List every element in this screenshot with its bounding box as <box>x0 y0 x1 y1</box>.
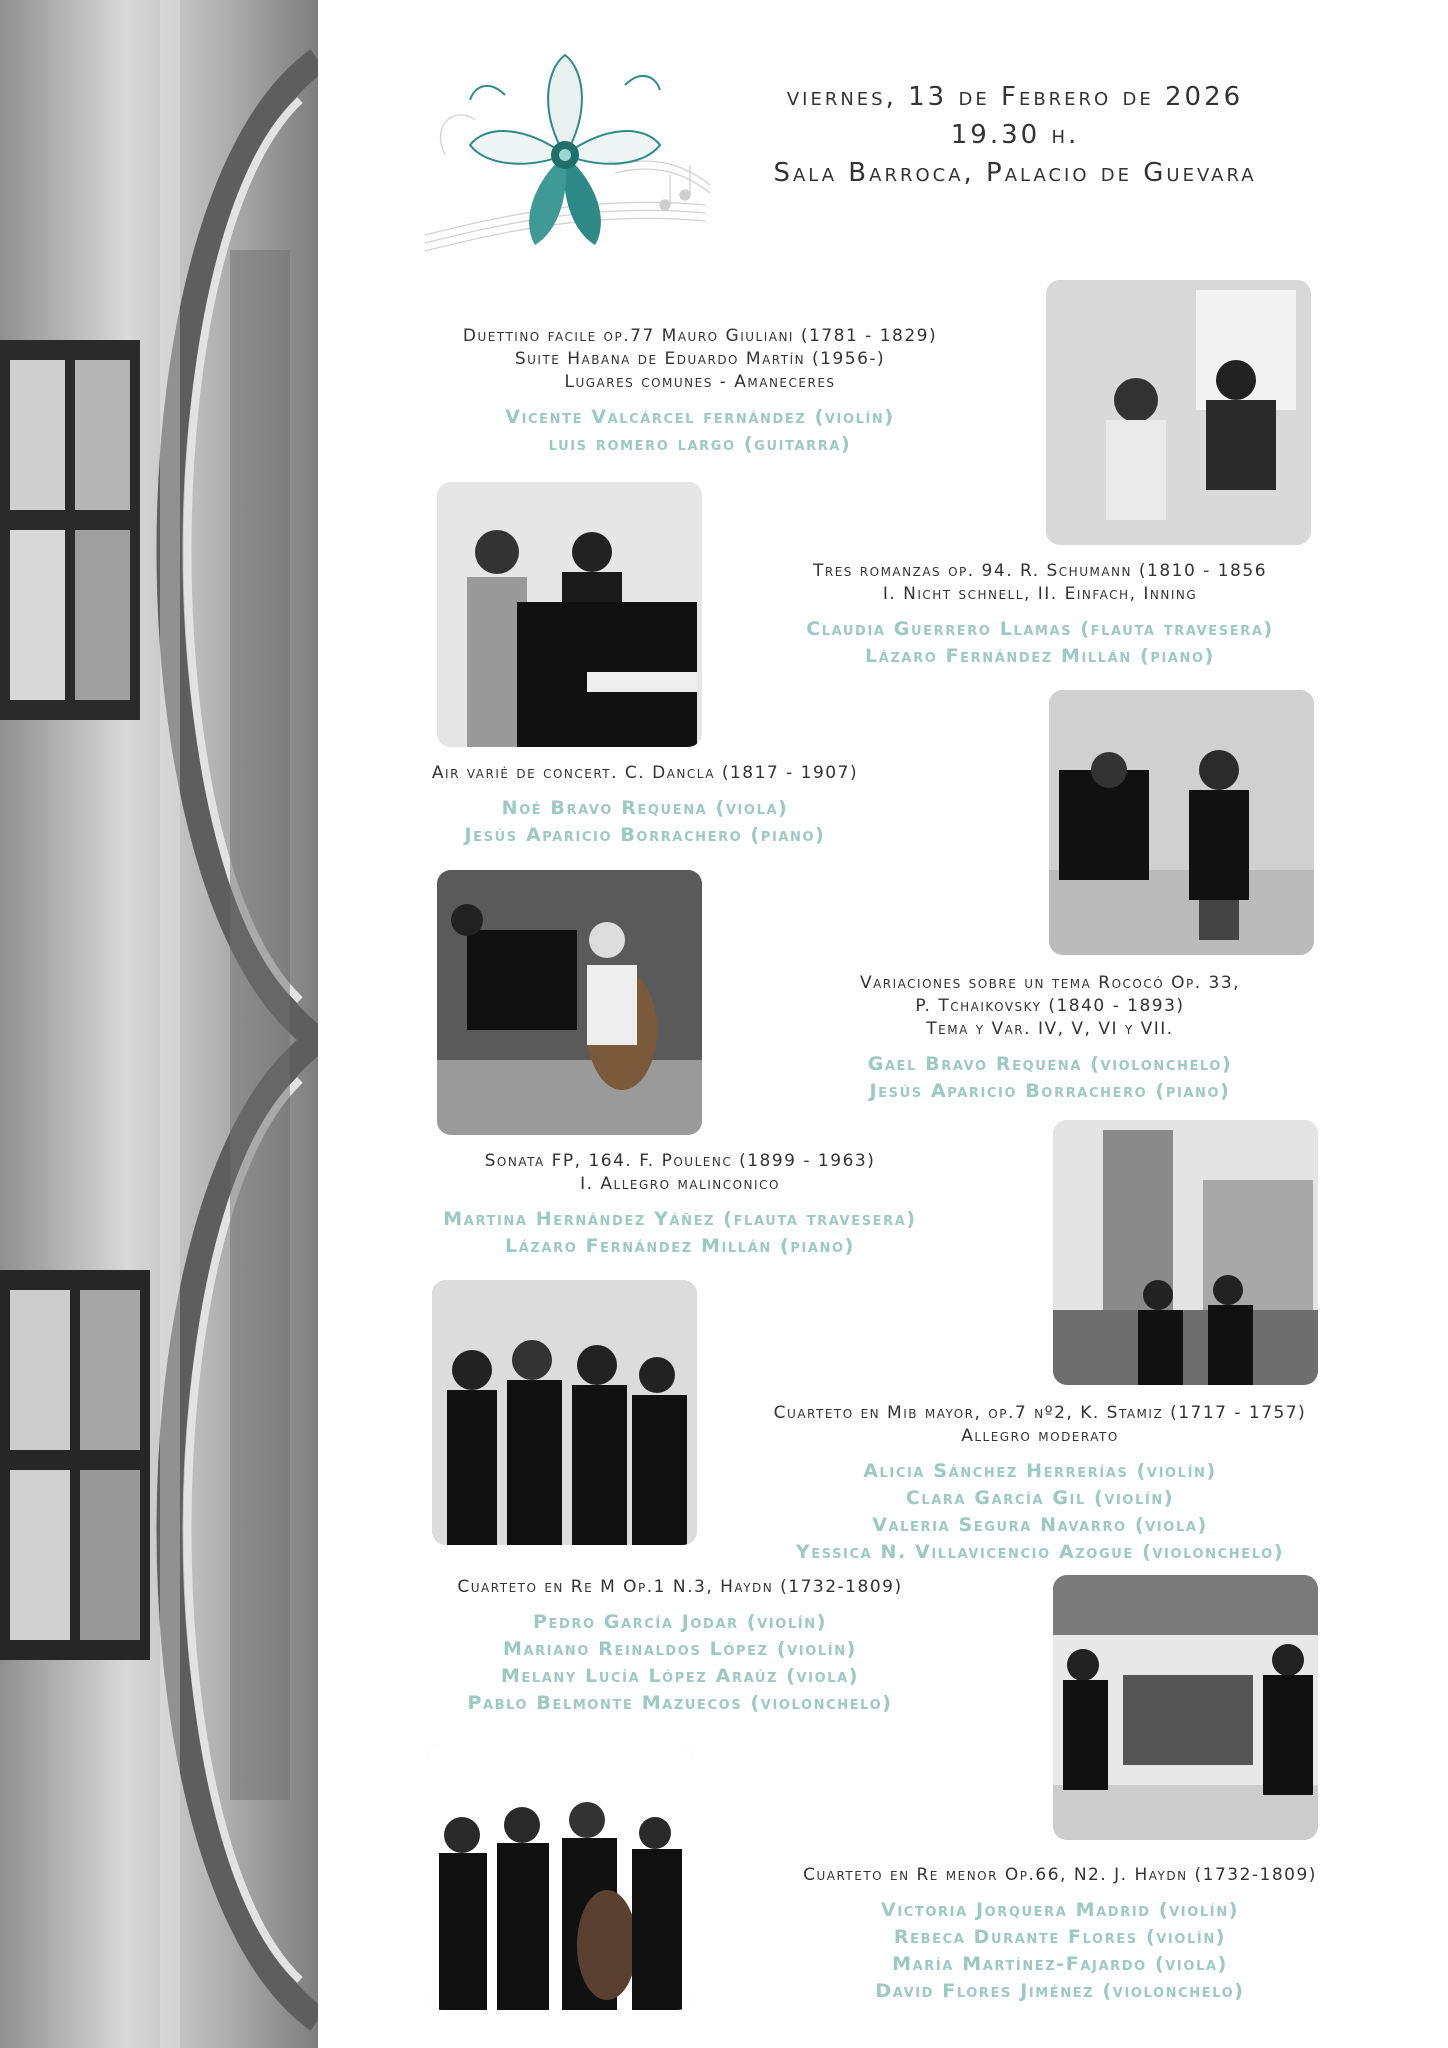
performer-photo-4 <box>437 870 702 1135</box>
performer-name: Yessica N. Villavicencio Azogue (violonchelo) <box>795 1541 1285 1563</box>
work-line: P. Tchaikovsky (1840 - 1893) <box>915 996 1185 1016</box>
performer-name: Mariano Reinaldos López (violín) <box>503 1638 857 1660</box>
event-time: 19.30 h. <box>950 120 1080 150</box>
work-line: Variaciones sobre un tema Rococó Op. 33, <box>859 973 1241 993</box>
performer-name: Valeria Segura Navarro (viola) <box>872 1514 1208 1536</box>
performer-name: luis romero largo (guitarra) <box>548 433 852 455</box>
performer-photo-7 <box>1053 1575 1318 1840</box>
performer-photo-8 <box>427 1745 692 2010</box>
program-item-2 <box>735 560 1345 670</box>
performer-name: David Flores Jiménez (violonchelo) <box>875 1980 1245 2002</box>
work-line: I. Nicht schnell, II. Einfach, Inning <box>882 584 1198 604</box>
program-item-3 <box>360 762 930 849</box>
performer-name: Melany Lucía López Araúz (viola) <box>500 1665 860 1687</box>
performer-photo-1 <box>1046 280 1311 545</box>
flower-logo-icon <box>415 45 715 270</box>
performer-name: Clara García Gil (violín) <box>905 1487 1175 1509</box>
performer-name: Gael Bravo Requena (violonchelo) <box>867 1053 1233 1075</box>
program-item-1 <box>380 325 1020 458</box>
program-item-7 <box>380 1576 980 1717</box>
event-venue: Sala Barroca, Palacio de Guevara <box>773 158 1257 188</box>
work-line: Duettino facile op.77 Mauro Giuliani (1781 - 1829) <box>462 326 938 346</box>
performer-name: Rebeca Durante Flores (violín) <box>893 1926 1227 1948</box>
performer-name: Jesús Aparicio Borrachero (piano) <box>464 824 826 846</box>
work-line: Sonata FP, 164. F. Poulenc (1899 - 1963) <box>484 1151 876 1171</box>
performer-name: Pedro García Jodar (violín) <box>532 1611 828 1633</box>
event-date: viernes, 13 de Febrero de 2026 <box>786 82 1244 112</box>
work-line: Tema y Var. IV, V, VI y VII. <box>926 1019 1174 1039</box>
performer-name: Victoria Jorquera Madrid (violín) <box>881 1899 1239 1921</box>
work-line: Lugares comunes - Amaneceres <box>564 372 836 392</box>
palace-facade-image <box>0 0 318 2048</box>
performer-name: Vicente Valcárcel fernández (violín) <box>505 406 895 428</box>
work-line: Tres romanzas op. 94. R. Schumann (1810 - 1856 <box>812 561 1268 581</box>
performer-name: Noé Bravo Requena (viola) <box>501 797 789 819</box>
work-line: Allegro moderato <box>961 1426 1119 1446</box>
performer-name: Jesús Aparicio Borrachero (piano) <box>869 1080 1231 1102</box>
performer-name: Martina Hernández Yáñez (flauta travesera) <box>443 1208 917 1230</box>
program-item-5 <box>380 1150 980 1260</box>
performer-name: María Martínez-Fajardo (viola) <box>892 1953 1228 1975</box>
work-line: I. Allegro malinconico <box>580 1174 780 1194</box>
work-line: Cuarteto en Re menor Op.66, N2. J. Haydn (1732-1809) <box>803 1865 1317 1885</box>
program-item-6 <box>720 1402 1360 1566</box>
performer-name: Lázaro Fernández Millán (piano) <box>505 1235 855 1257</box>
work-line: Suite Habana de Eduardo Martín (1956-) <box>514 349 886 369</box>
performer-name: Alicia Sánchez Herrerías (violín) <box>863 1460 1217 1482</box>
performer-photo-6 <box>432 1280 697 1545</box>
performer-name: Lázaro Fernández Millán (piano) <box>865 645 1215 667</box>
performer-name: Claudia Guerrero Llamas (flauta travesera) <box>806 618 1274 640</box>
performer-photo-3 <box>1049 690 1314 955</box>
program-item-8 <box>740 1864 1380 2005</box>
work-line: Cuarteto en Re M Op.1 N.3, Haydn (1732-1809) <box>457 1577 903 1597</box>
performer-photo-2 <box>437 482 702 747</box>
work-line: Cuarteto en Mib mayor, op.7 nº2, K. Stamiz (1717 - 1757) <box>773 1403 1307 1423</box>
performer-name: Pablo Belmonte Mazuecos (violonchelo) <box>467 1692 893 1714</box>
program-item-4 <box>750 972 1350 1105</box>
event-header <box>690 78 1340 192</box>
work-line: Air varié de concert. C. Dancla (1817 - 1907) <box>431 763 859 783</box>
performer-photo-5 <box>1053 1120 1318 1385</box>
